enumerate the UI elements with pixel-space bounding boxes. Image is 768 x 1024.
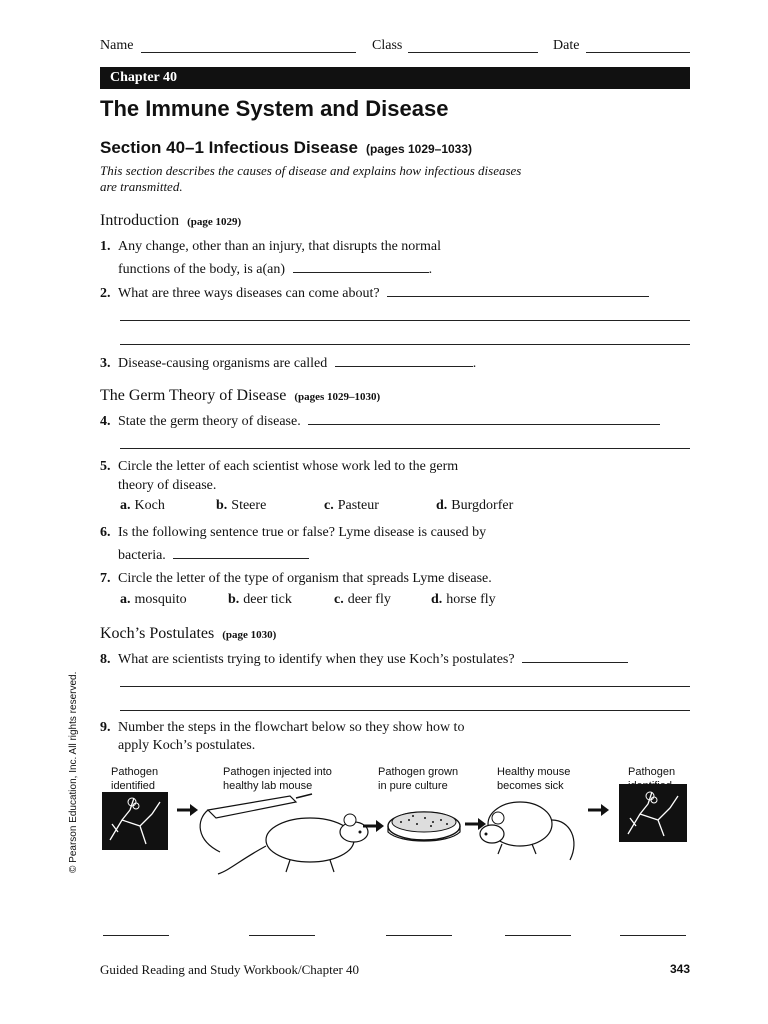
question-7-number: 7. xyxy=(100,571,111,586)
question-2 xyxy=(100,282,690,305)
kochs-pages: (page 1030) xyxy=(222,629,277,641)
question-5-number: 5. xyxy=(100,459,111,474)
question-1 xyxy=(100,235,690,281)
germ-theory-heading-text: The Germ Theory of Disease xyxy=(100,387,287,404)
question-6-line1: Is the following sentence true or false? Lyme disease is caused by xyxy=(118,525,487,540)
question-6-answer-line[interactable] xyxy=(173,558,309,559)
class-label: Class xyxy=(372,38,403,53)
page-number: 343 xyxy=(669,962,690,976)
section-description: This section describes the causes of disease and explains how infectious diseases are transmitted. xyxy=(100,163,522,194)
class-field[interactable] xyxy=(408,38,538,53)
kochs-heading xyxy=(100,625,276,643)
section-title: Section 40–1 Infectious Disease xyxy=(100,138,358,157)
sick-mouse-icon xyxy=(480,802,574,860)
question-6-line2: bacteria. xyxy=(118,548,166,563)
question-5-line2: theory of disease. xyxy=(118,478,217,493)
arrow-4-icon xyxy=(601,804,609,816)
question-1-period: . xyxy=(428,262,433,277)
question-9-line1: Number the steps in the flowchart below so they show how to xyxy=(118,720,465,735)
pathogen-micrograph-2 xyxy=(619,784,687,842)
flow-step-1-answer[interactable] xyxy=(103,935,169,936)
question-8-number: 8. xyxy=(100,652,111,667)
flow-step-1-label: Pathogen identified xyxy=(111,766,159,792)
question-2-answer-line-3[interactable] xyxy=(120,344,690,345)
question-4-text: State the germ theory of disease. xyxy=(118,414,301,429)
question-2-number: 2. xyxy=(100,286,111,301)
section-heading xyxy=(100,138,472,158)
question-2-answer-line-2[interactable] xyxy=(120,320,690,321)
introduction-heading xyxy=(100,212,241,230)
footer-text: Guided Reading and Study Workbook/Chapter 40 xyxy=(100,962,360,977)
question-4 xyxy=(100,410,690,433)
choice-5c[interactable]: c. Pasteur xyxy=(324,498,379,513)
arrow-1-icon xyxy=(190,804,198,816)
introduction-pages: (page 1029) xyxy=(187,216,242,228)
question-3-period: . xyxy=(472,356,477,371)
question-8-text: What are scientists trying to identify when they use Koch’s postulates? xyxy=(118,652,515,667)
flow-step-4-answer[interactable] xyxy=(505,935,571,936)
question-2-text: What are three ways diseases can come about? xyxy=(118,286,380,301)
choice-7b[interactable]: b. deer tick xyxy=(228,592,292,607)
germ-theory-heading xyxy=(100,387,380,405)
question-6 xyxy=(100,521,690,567)
flow-step-5-label: Pathogen xyxy=(628,766,676,778)
question-3 xyxy=(100,352,690,375)
choice-5a[interactable]: a. Koch xyxy=(120,498,165,513)
name-field[interactable] xyxy=(141,38,356,53)
question-5-line1: Circle the letter of each scientist whose work led to the germ xyxy=(118,459,459,474)
germ-theory-pages: (pages 1029–1030) xyxy=(294,391,381,403)
question-9 xyxy=(100,719,690,755)
question-1-line2: functions of the body, is a(an) xyxy=(118,262,286,277)
choice-7c[interactable]: c. deer fly xyxy=(334,592,391,607)
introduction-heading-text: Introduction xyxy=(100,212,180,229)
question-1-answer-line[interactable] xyxy=(293,272,429,273)
question-1-line1: Any change, other than an injury, that disrupts the normal xyxy=(118,239,441,254)
question-8-answer-line-3[interactable] xyxy=(120,710,690,711)
question-9-line2: apply Koch’s postulates. xyxy=(118,738,256,753)
question-2-answer-line[interactable] xyxy=(387,296,649,297)
choice-5d[interactable]: d. Burgdorfer xyxy=(436,498,514,513)
date-field[interactable] xyxy=(586,38,690,53)
choice-7d[interactable]: d. horse fly xyxy=(431,592,496,607)
question-5 xyxy=(100,457,690,495)
question-3-number: 3. xyxy=(100,356,111,371)
question-8 xyxy=(100,648,690,671)
kochs-heading-text: Koch’s Postulates xyxy=(100,625,215,642)
question-9-number: 9. xyxy=(100,720,111,735)
pathogen-micrograph-1 xyxy=(102,792,168,850)
question-8-answer-line[interactable] xyxy=(522,662,628,663)
flow-step-3-label: Pathogen grown in pure culture xyxy=(378,766,459,792)
petri-dish-icon xyxy=(388,812,460,841)
question-1-number: 1. xyxy=(100,239,111,254)
flow-step-5-answer[interactable] xyxy=(620,935,686,936)
choice-7a[interactable]: a. mosquito xyxy=(120,592,187,607)
arrow-2-icon xyxy=(376,820,384,832)
question-3-text: Disease-causing organisms are called xyxy=(118,356,328,371)
question-3-answer-line[interactable] xyxy=(335,366,473,367)
flowchart-illustrations xyxy=(100,780,690,900)
question-4-number: 4. xyxy=(100,414,111,429)
question-7 xyxy=(100,567,690,590)
flow-step-2-label: Pathogen injected into healthy lab mouse xyxy=(223,766,332,792)
section-pages: (pages 1029–1033) xyxy=(365,142,473,156)
question-6-number: 6. xyxy=(100,525,111,540)
question-4-answer-line-2[interactable] xyxy=(120,448,690,449)
flow-step-3-answer[interactable] xyxy=(386,935,452,936)
flow-step-2-answer[interactable] xyxy=(249,935,315,936)
date-label: Date xyxy=(553,38,580,53)
question-4-answer-line[interactable] xyxy=(308,424,660,425)
mouse-injection-icon xyxy=(200,794,368,874)
page-footer xyxy=(100,962,690,978)
page-title: The Immune System and Disease xyxy=(100,96,449,121)
question-7-text: Circle the letter of the type of organism that spreads Lyme disease. xyxy=(118,571,492,586)
question-8-answer-line-2[interactable] xyxy=(120,686,690,687)
choice-5b[interactable]: b. Steere xyxy=(216,498,267,513)
chapter-banner: Chapter 40 xyxy=(100,67,690,89)
flow-step-4-label: Healthy mouse becomes sick xyxy=(497,766,571,792)
name-label: Name xyxy=(100,38,134,53)
copyright-notice: © Pearson Education, Inc. All rights reserved. xyxy=(68,671,79,873)
